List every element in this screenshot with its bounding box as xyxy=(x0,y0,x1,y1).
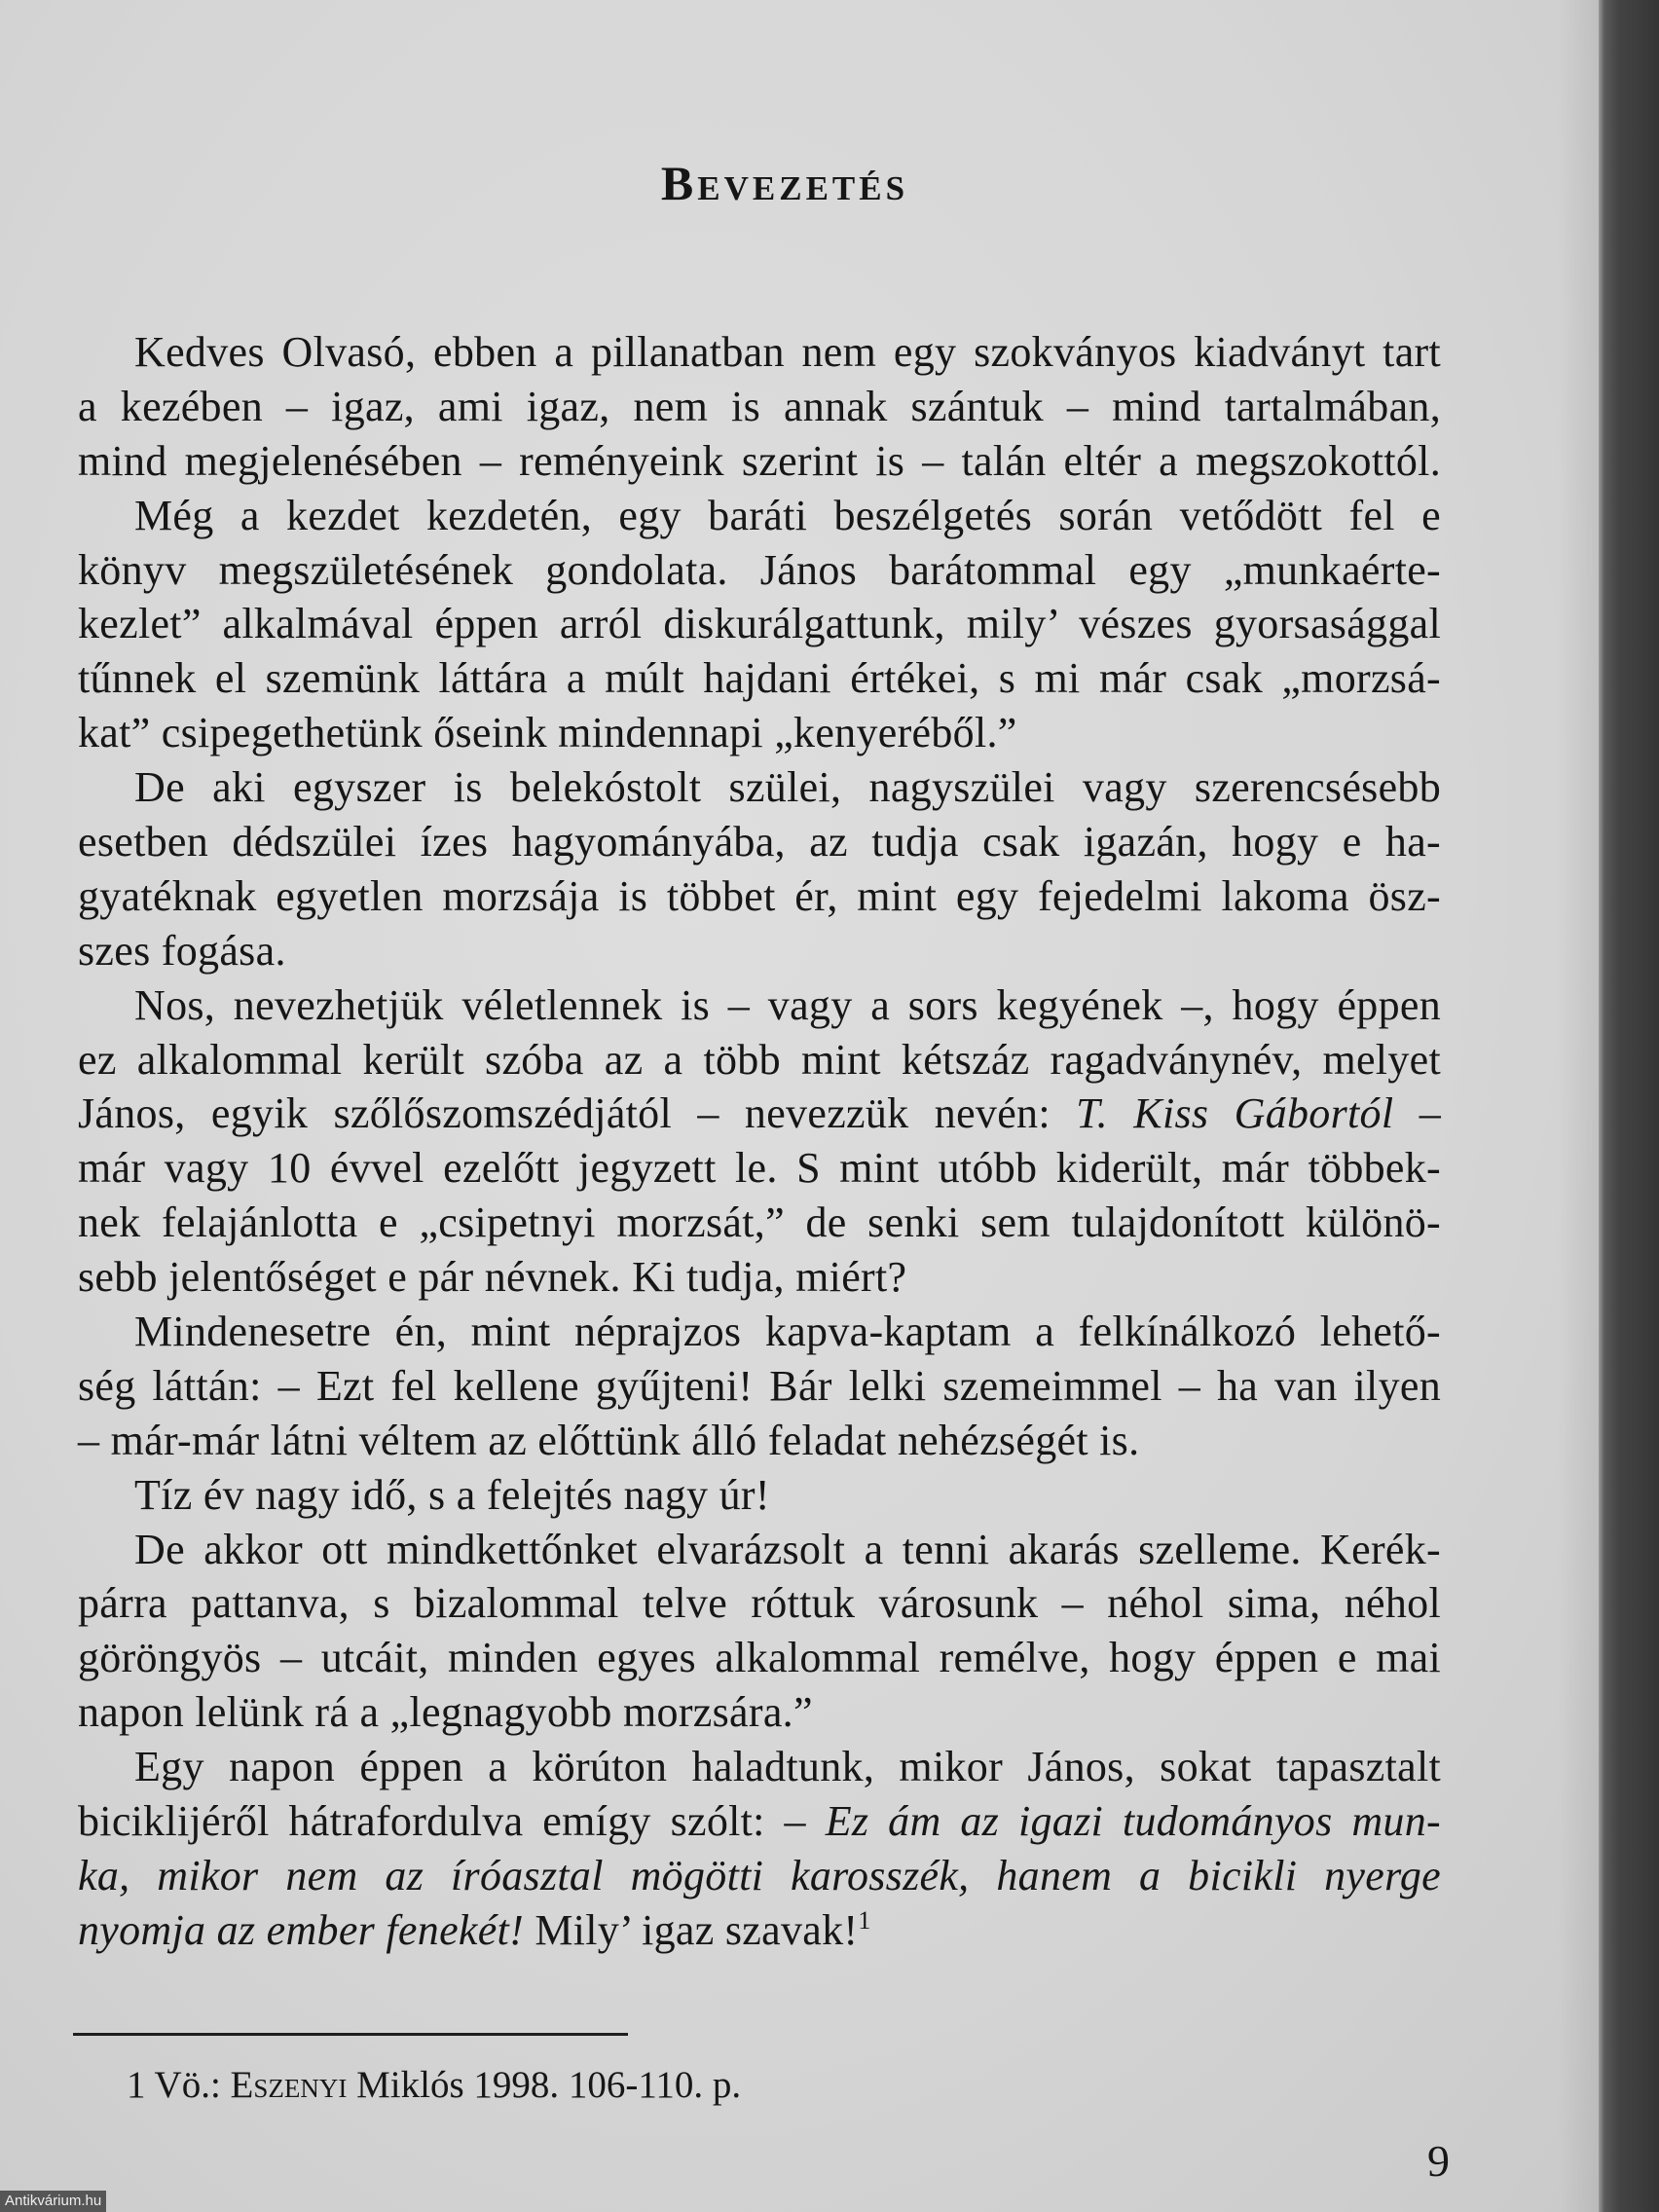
text-line: mind megjelenésében – reményeink szerint is – talán eltér a megszokottól. xyxy=(78,436,1441,485)
text-line: a kezében – igaz, ami igaz, nem is annak szántuk – mind tartalmában, xyxy=(78,382,1441,430)
text-line xyxy=(78,1087,1441,1141)
text-line: Még a kezdet kezdetén, egy baráti beszélgetés során vetődött fel e xyxy=(134,491,1441,539)
text-line: göröngyös – utcáit, minden egyes alkalommal remélve, hogy éppen e mai xyxy=(78,1634,1441,1682)
text-line: – már-már látni véltem az előttünk álló feladat nehézségét is. xyxy=(78,1416,1140,1464)
text-line: ség láttán: – Ezt fel kellene gyűjteni! Bár lelki szemeimmel – ha van ilyen xyxy=(78,1361,1441,1410)
italic-quote: ka, mikor nem az íróasztal mögötti karosszék, hanem a bicikli nyerge xyxy=(78,1851,1441,1899)
text-segment: biciklijéről hátrafordulva emígy szólt: – xyxy=(78,1797,826,1846)
text-line: kezlet” alkalmával éppen arról diskurálgattunk, mily’ vészes gyorsasággal xyxy=(78,600,1441,648)
text-line: tűnnek el szemünk láttára a múlt hajdani értékei, s mi már csak „morzsá- xyxy=(78,654,1441,703)
footnote-author-surname: Eszenyi xyxy=(230,2064,348,2106)
italic-name: T. Kiss Gábortól xyxy=(1076,1089,1394,1138)
watermark: Antikvárium.hu xyxy=(0,2191,106,2212)
text-line xyxy=(78,1794,1441,1849)
text-line: esetben dédszülei ízes hagyományába, az tudja csak igazán, hogy e ha- xyxy=(78,818,1441,866)
italic-quote: nyomja az ember fenekét! xyxy=(78,1905,525,1954)
footnote-citation: Miklós 1998. 106-110. p. xyxy=(356,2064,742,2106)
text-line: könyv megszületésének gondolata. János barátommal egy „munkaérte- xyxy=(78,545,1441,594)
footnote-rule xyxy=(73,2033,628,2036)
text-line: szes fogása. xyxy=(78,926,286,975)
text-line: kat” csipegethetünk őseink mindennapi „kenyeréből.” xyxy=(78,709,1017,757)
text-line: De akkor ott mindkettőnket elvarázsolt a tenni akarás szelleme. Kerék- xyxy=(134,1525,1441,1573)
footnote-reference: 1 xyxy=(858,1905,871,1935)
footnote xyxy=(127,2062,741,2109)
text-line: Nos, nevezhetjük véletlennek is – vagy a sors kegyének –, hogy éppen xyxy=(134,980,1441,1029)
text-line: De aki egyszer is belekóstolt szülei, nagyszülei vagy szerencsésebb xyxy=(134,763,1441,812)
text-line: nek felajánlotta e „csipetnyi morzsát,” de senki sem tulajdonított különö- xyxy=(78,1198,1441,1247)
page-number: 9 xyxy=(1427,2136,1450,2186)
text-line: Egy napon éppen a körúton haladtunk, mikor János, sokat tapasztalt xyxy=(134,1743,1441,1791)
text-line xyxy=(78,1849,1441,1903)
text-segment: – xyxy=(1393,1089,1441,1138)
text-line: Mindenesetre én, mint néprajzos kapva-kaptam a felkínálkozó lehető- xyxy=(134,1308,1441,1356)
text-line: már vagy 10 évvel ezelőtt jegyzett le. S mint utóbb kiderült, már többek- xyxy=(78,1144,1441,1193)
text-line: gyatéknak egyetlen morzsája is többet ér, mint egy fejedelmi lakoma ösz- xyxy=(78,871,1441,920)
text-segment: Mily’ igaz szavak! xyxy=(524,1905,859,1954)
page-edge-shadow xyxy=(1558,0,1599,2212)
text-line xyxy=(78,1903,1441,1958)
text-line: Tíz év nagy idő, s a felejtés nagy úr! xyxy=(134,1470,770,1519)
footnote-marker: 1 xyxy=(127,2064,146,2106)
italic-quote: Ez ám az igazi tudományos mun- xyxy=(825,1797,1441,1846)
text-line: párra pattanva, s bizalommal telve róttuk városunk – néhol sima, néhol xyxy=(78,1579,1441,1628)
body-text xyxy=(78,325,1441,1958)
footnote-prefix: Vö.: xyxy=(154,2064,221,2106)
text-line: Kedves Olvasó, ebben a pillanatban nem egy szokványos kiadványt tart xyxy=(134,328,1441,376)
chapter-title: Bevezetés xyxy=(660,156,909,210)
text-line: napon lelünk rá a „legnagyobb morzsára.” xyxy=(78,1688,813,1737)
book-edge xyxy=(1599,0,1659,2212)
text-segment: János, egyik szőlőszomszédjától – nevezzük nevén: xyxy=(78,1089,1077,1138)
text-line: sebb jelentőséget e pár névnek. Ki tudja, miért? xyxy=(78,1253,907,1302)
text-line: ez alkalommal került szóba az a több mint kétszáz ragadványnév, melyet xyxy=(78,1035,1441,1084)
